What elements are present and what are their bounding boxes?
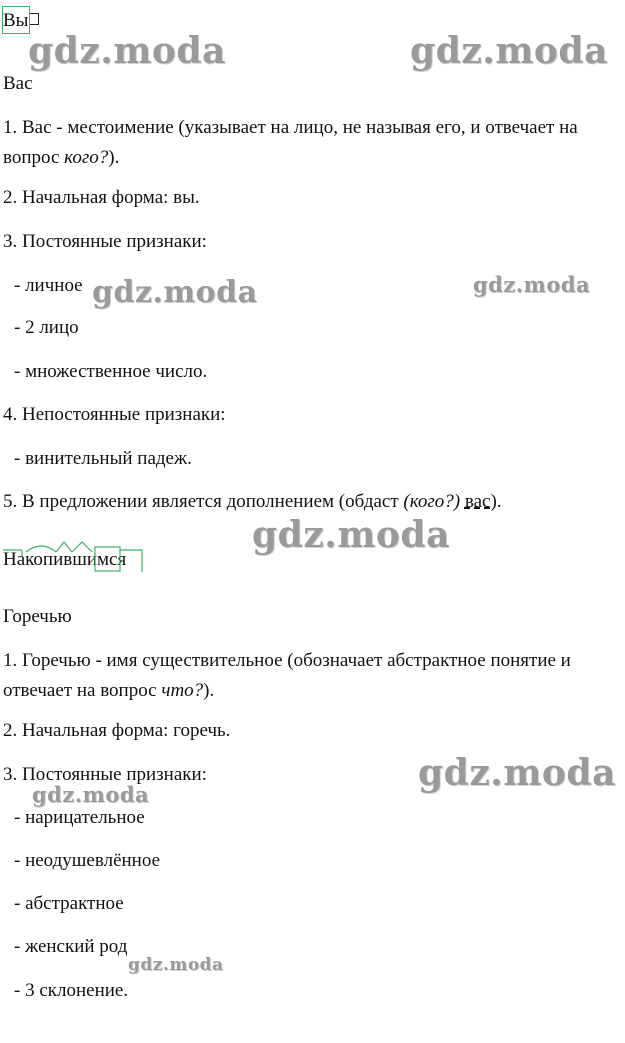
- s2-point-declension: - 3 склонение.: [14, 980, 129, 1001]
- s1-item1-question: кого?: [64, 147, 109, 168]
- s1-item3: 3. Постоянные признаки:: [3, 231, 207, 252]
- s1-item5-text: 5. В предложении является дополнением (обдаст: [3, 491, 404, 512]
- s2-item1: [3, 646, 623, 706]
- s2-item1-question: что?: [161, 680, 204, 701]
- watermark: gdz.moda: [473, 272, 591, 297]
- s2-point-common: - нарицательное: [14, 807, 145, 828]
- watermark: gdz.moda: [252, 514, 450, 556]
- s1-item5-end: ).: [490, 491, 502, 512]
- s1-item5: [3, 491, 502, 513]
- suffix-mark-1: [56, 542, 72, 552]
- s1-point-personal: - личное: [14, 275, 83, 296]
- word-nakopivshimsya: Накопившимся: [3, 549, 127, 570]
- ending-square: [29, 13, 39, 25]
- morpheme-marks: [0, 538, 150, 578]
- s1-item5-word: вас: [464, 491, 491, 512]
- root-arc: [26, 546, 56, 552]
- watermark: gdz.moda: [92, 275, 258, 310]
- watermark: gdz.moda: [418, 752, 616, 794]
- watermark: gdz.moda: [28, 30, 226, 72]
- watermark: gdz.moda: [410, 30, 608, 72]
- s2-point-abstract: - абстрактное: [14, 893, 124, 914]
- s1-item1: [3, 113, 623, 173]
- s2-point-gender: - женский род: [14, 936, 128, 957]
- s2-point-inanimate: - неодушевлённое: [14, 850, 160, 871]
- word-vy-text: Вы: [3, 10, 29, 31]
- s1-item5-question: (кого?): [403, 491, 461, 512]
- s1-item2: 2. Начальная форма: вы.: [3, 187, 200, 208]
- s2-item1-end: ).: [203, 680, 215, 701]
- word-vas: Вас: [3, 73, 33, 94]
- s1-item1-text: 1. Вас - местоимение (указывает на лицо, не называя его, и отвечает на вопрос: [3, 117, 578, 168]
- postfix-mark: [120, 550, 142, 572]
- word-gorechyu: Горечью: [3, 606, 72, 627]
- s1-point-case: - винительный падеж.: [14, 448, 192, 469]
- s2-item3: 3. Постоянные признаки:: [3, 764, 207, 785]
- morph-root-box: [2, 6, 30, 34]
- s2-item1-text: 1. Горечью - имя существительное (обозначает абстрактное понятие и отвечает на вопрос: [3, 650, 571, 701]
- watermark: gdz.moda: [128, 955, 224, 975]
- s2-item2: 2. Начальная форма: горечь.: [3, 720, 231, 741]
- suffix-mark-2: [72, 542, 92, 552]
- s1-point-number: - множественное число.: [14, 361, 208, 382]
- s1-point-person: - 2 лицо: [14, 317, 79, 338]
- watermark: gdz.moda: [32, 782, 150, 807]
- s1-item4: 4. Непостоянные признаки:: [3, 404, 226, 425]
- ending-box: [95, 547, 120, 571]
- s1-item1-end: ).: [108, 147, 120, 168]
